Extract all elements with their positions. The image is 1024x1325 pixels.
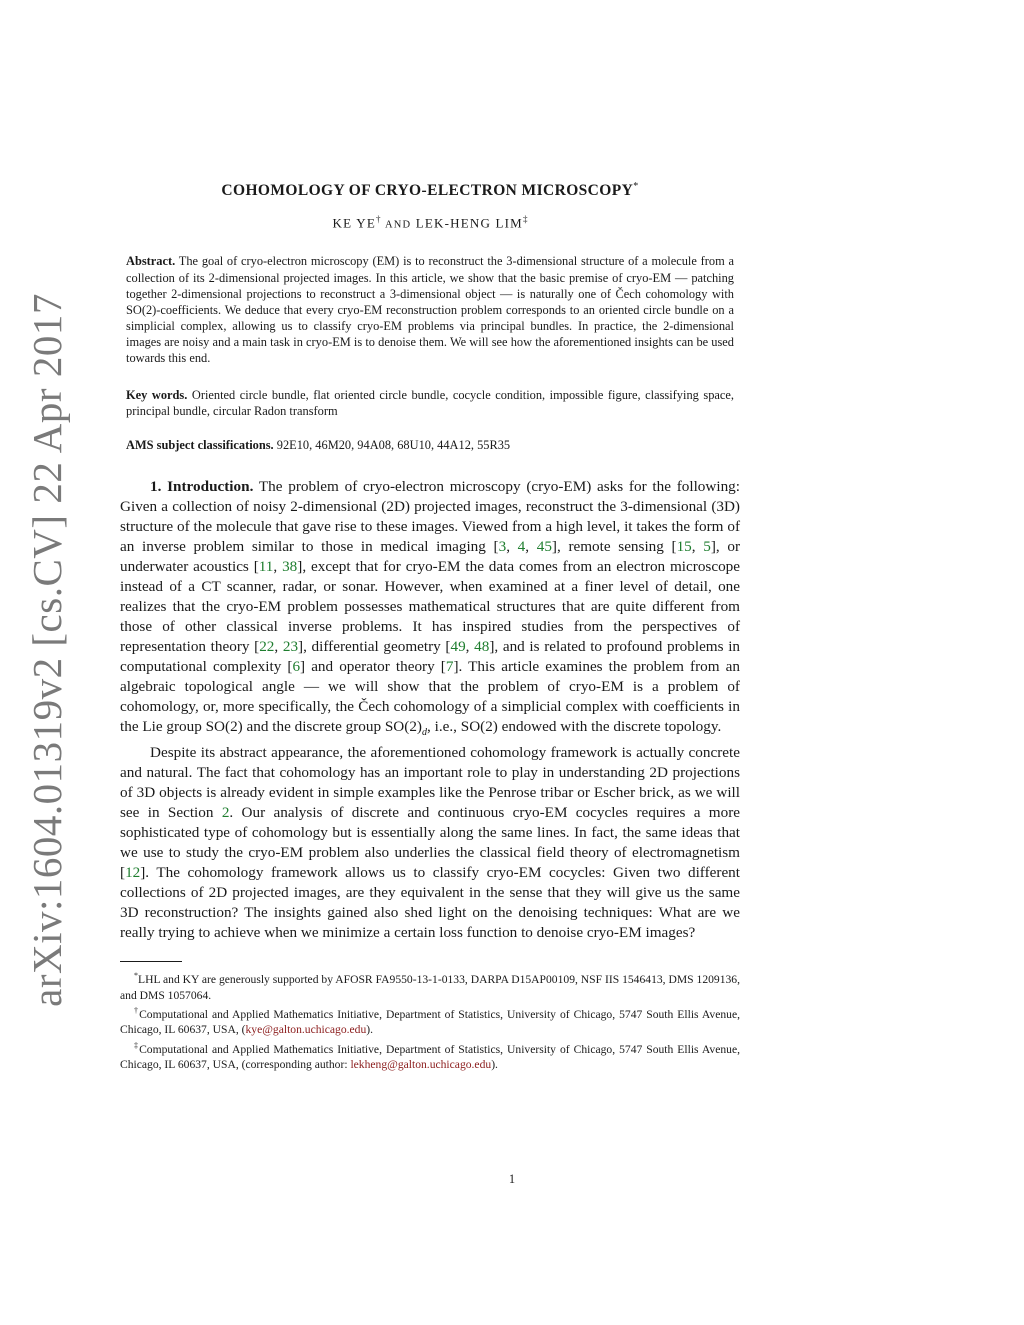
ams-classifications bbox=[120, 437, 740, 453]
intro-paragraph-1: 1. Introduction. The problem of cryo-electron microscopy (cryo-EM) asks for the following: Given a collection of noisy 2-dimensional (2D) projected images, reconstruct the 3-dimensional (3D) structure of the molecule that gave rise to these images. Viewed from a high level, it takes the form of an inverse problem similar to those in medical imaging [3, 4, 45], remote sensing [15, 5], or underwater acoustics [11, 38], except that for cryo-EM the data comes from an electron microscope instead of a CT scanner, radar, or sonar. However, when examined at a finer level of detail, one realizes that the cryo-EM problem possesses mathematical structures that are quite different from those of other classical inverse problems. It has inspired studies from the perspectives of representation theory [22, 23], differential geometry [49, 48], and is related to profound problems in computational complexity [6] and operator theory [7]. This article examines the problem from an algebraic topological angle — we will show that the problem of cryo-EM is a problem of cohomology, or, more specifically, the Čech cohomology of a simplicial complex with coefficients in the Lie group SO(2) and the discrete group $SO(2)_d$, i.e., SO(2) endowed with the discrete topology. bbox=[120, 478, 741, 739]
author-lek-heng-lim: LEK-HENG LIM bbox=[415, 215, 523, 231]
citation-link[interactable]: 45 bbox=[536, 538, 552, 556]
paper-page bbox=[120, 175, 740, 1072]
keywords-text: Oriented circle bundle, flat oriented circle bundle, cocycle condition, impossible figure, classifying space, principal bundle, circular Radon transform bbox=[126, 388, 734, 419]
citation-link[interactable]: 12 bbox=[125, 864, 141, 882]
email-link-kye[interactable]: kye@galton.uchicago.edu bbox=[245, 1023, 367, 1037]
citation-link[interactable]: 5 bbox=[703, 538, 711, 556]
paper-title-text: COHOMOLOGY OF CRYO-ELECTRON MICROSCOPY bbox=[221, 182, 634, 200]
citation-link[interactable]: 15 bbox=[676, 538, 692, 556]
subscript-d: d bbox=[422, 727, 427, 739]
introduction-section bbox=[120, 477, 740, 943]
intro-paragraph-2: Despite its abstract appearance, the aforementioned cohomology framework is actually concrete and natural. The fact that cohomology has an important role to play in understanding 2D projections of 3D objects is already evident in simple examples like the Penrose tribar or Escher brick, as we will see in Section 2. Our analysis of discrete and continuous cryo-EM cocycles requires a more sophisticated type of cohomology but is essentially along the same lines. In fact, the same ideas that we use to study the cryo-EM problem also underlies the classical field theory of electromagnetism [12]. The cohomology framework allows us to classify cryo-EM cocycles: Given two different collections of 2D projected images, are they equivalent in the sense that they will give us the same 3D reconstruction? The insights gained also shed light on the denoising techniques: What are we really trying to achieve when we minimize a certain loss function to denoise cryo-EM images? bbox=[120, 744, 740, 942]
abstract-label: Abstract. bbox=[126, 254, 176, 269]
author1-footnote-mark[interactable]: † bbox=[375, 214, 381, 225]
author-line bbox=[120, 214, 740, 231]
author-conjunction: AND bbox=[384, 219, 412, 231]
footnotes bbox=[120, 961, 740, 1072]
footnote-ke-ye: †Computational and Applied Mathematics Initiative, Department of Statistics, University of Chicago, 5747 South Ellis Avenue, Chicago, IL 60637, USA, (kye@galton.uchicago.edu). bbox=[120, 1006, 740, 1037]
citation-link[interactable]: 38 bbox=[282, 558, 298, 576]
section-heading: 1. Introduction. bbox=[150, 478, 254, 496]
citation-link[interactable]: 49 bbox=[450, 638, 466, 656]
citation-link[interactable]: 7 bbox=[445, 658, 454, 676]
citation-link[interactable]: 22 bbox=[259, 638, 275, 656]
arxiv-identifier: arXiv:1604.01319v2 [cs.CV] 22 Apr 2017 bbox=[24, 293, 71, 1007]
abstract bbox=[120, 253, 740, 366]
keywords-label: Key words. bbox=[126, 388, 188, 403]
title-footnote-mark[interactable]: * bbox=[633, 181, 639, 192]
footnote-divider bbox=[120, 961, 182, 962]
citation-link[interactable]: 11 bbox=[258, 558, 274, 576]
author-ke-ye: KE YE bbox=[332, 215, 376, 231]
section-link[interactable]: 2 bbox=[221, 804, 230, 822]
email-link-lekheng[interactable]: lekheng@galton.uchicago.edu bbox=[350, 1058, 492, 1072]
paper-title bbox=[120, 181, 740, 200]
footnote-funding: *LHL and KY are generously supported by AFOSR FA9550-13-1-0133, DARPA D15AP00109, NSF IIS 1546413, DMS 1209136, and DMS 1057064. bbox=[120, 971, 740, 1002]
page-number: 1 bbox=[508, 1172, 516, 1186]
keywords bbox=[120, 387, 740, 419]
footnote-lek-heng-lim: ‡Computational and Applied Mathematics Initiative, Department of Statistics, University of Chicago, 5747 South Ellis Avenue, Chicago, IL 60637, USA, (corresponding author: lekheng@galton.uchicago.edu). bbox=[120, 1040, 740, 1072]
citation-link[interactable]: 23 bbox=[282, 638, 299, 656]
abstract-text: The goal of cryo-electron microscopy (EM) is to reconstruct the 3-dimensional structure of a molecule from a collection of its 2-dimensional projected images. In this article, we show that the basic premise of cryo-EM — patching together 2-dimensional projections to reconstruct a 3-dimensional object — is naturally one of Čech cohomology with SO(2)-coefficients. We deduce that every cryo-EM reconstruction problem corresponds to an oriented circle bundle on a simplicial complex, allowing us to classify cryo-EM problems via principal bundles. In practice, the 2-dimensional images are noisy and a main task in cryo-EM is to denoise them. We will see how the aforementioned insights can be used towards this end. bbox=[126, 254, 735, 366]
citation-link[interactable]: 6 bbox=[292, 658, 301, 676]
citation-link[interactable]: 4 bbox=[517, 538, 526, 556]
arxiv-side-stamp bbox=[18, 293, 76, 1007]
citation-link[interactable]: 48 bbox=[474, 638, 490, 656]
ams-text: 92E10, 46M20, 94A08, 68U10, 44A12, 55R35 bbox=[276, 438, 511, 453]
citation-link[interactable]: 3 bbox=[498, 538, 507, 556]
author2-footnote-mark[interactable]: ‡ bbox=[522, 214, 528, 225]
ams-label: AMS subject classifications. bbox=[126, 438, 274, 453]
